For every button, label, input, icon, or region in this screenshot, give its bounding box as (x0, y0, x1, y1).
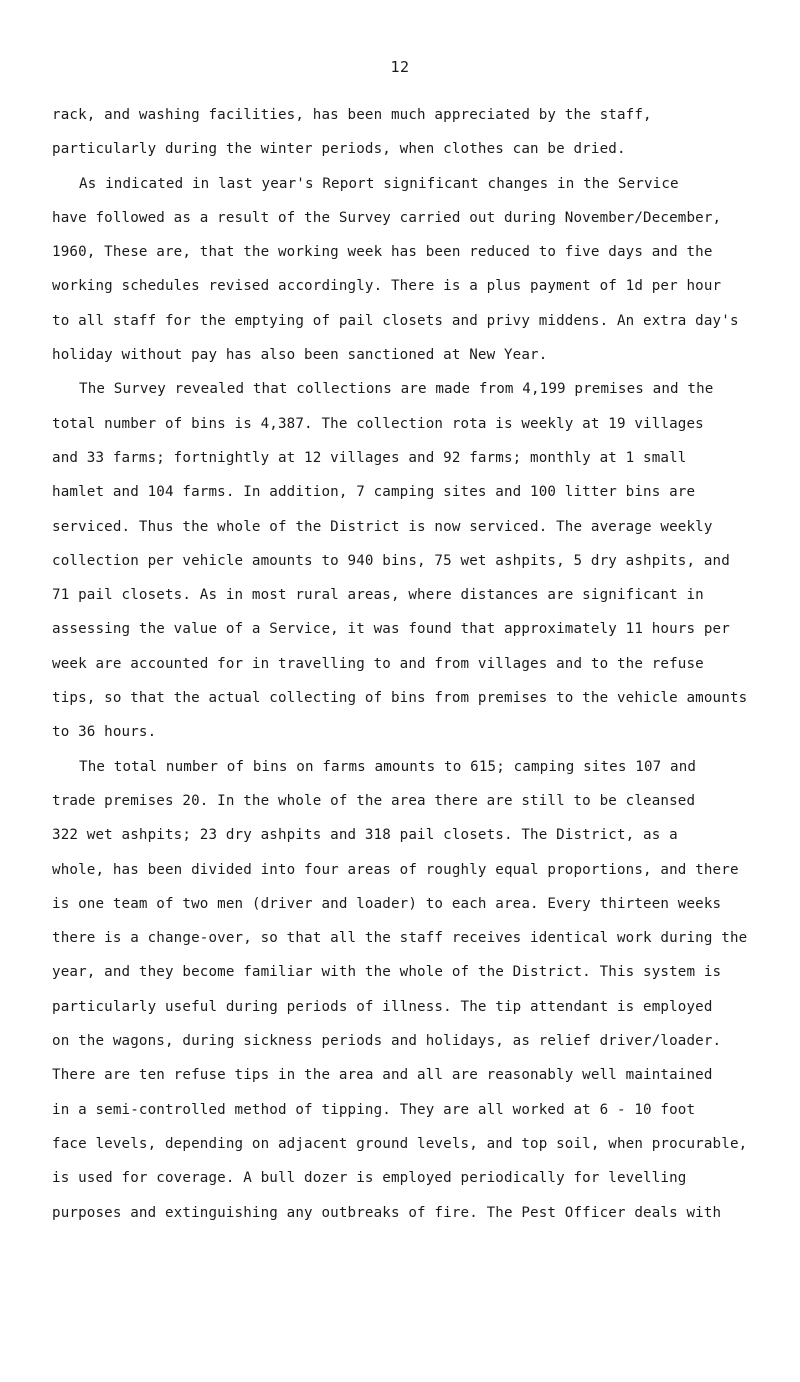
text-line: year, and they become familiar with the whole of the District. This system is (52, 964, 722, 981)
text-line: 71 pail closets. As in most rural areas, where distances are significant in (52, 587, 704, 604)
text-line: holiday without pay has also been sanctioned at New Year. (52, 347, 548, 364)
text-line: particularly during the winter periods, when clothes can be dried. (52, 141, 626, 158)
text-line: As indicated in last year's Report significant changes in the Service (79, 175, 679, 192)
text-line: have followed as a result of the Survey carried out during November/December, (52, 209, 722, 226)
text-line: and 33 farms; fortnightly at 12 villages and 92 farms; monthly at 1 small (52, 449, 687, 466)
text-line: hamlet and 104 farms. In addition, 7 camping sites and 100 litter bins are (52, 484, 696, 501)
text-line: assessing the value of a Service, it was found that approximately 11 hours per (52, 621, 730, 638)
paragraph (52, 167, 782, 373)
text-line: is used for coverage. A bull dozer is employed periodically for levelling (52, 1170, 687, 1187)
text-line: working schedules revised accordingly. There is a plus payment of 1d per hour (52, 278, 722, 295)
text-line: there is a change-over, so that all the staff receives identical work during the (52, 930, 748, 947)
text-line: to 36 hours. (52, 724, 157, 741)
text-line: The Survey revealed that collections are made from 4,199 premises and the (79, 381, 714, 398)
text-line: 322 wet ashpits; 23 dry ashpits and 318 pail closets. The District, as a (52, 827, 678, 844)
paragraph (52, 98, 782, 167)
paragraph (52, 750, 782, 1230)
paragraph (52, 372, 782, 749)
text-line: The total number of bins on farms amounts to 615; camping sites 107 and (79, 758, 697, 775)
text-line: There are ten refuse tips in the area and all are reasonably well maintained (52, 1067, 713, 1084)
text-line: rack, and washing facilities, has been much appreciated by the staff, (52, 107, 652, 123)
text-line: in a semi-controlled method of tipping. They are all worked at 6 - 10 foot (52, 1101, 696, 1118)
text-line: purposes and extinguishing any outbreaks of fire. The Pest Officer deals with (52, 1204, 722, 1221)
text-line: trade premises 20. In the whole of the area there are still to be cleansed (52, 792, 696, 809)
text-line: whole, has been divided into four areas of roughly equal proportions, and there (52, 861, 739, 878)
text-line: collection per vehicle amounts to 940 bins, 75 wet ashpits, 5 dry ashpits, and (52, 552, 730, 569)
text-line: week are accounted for in travelling to and from villages and to the refuse (52, 655, 704, 672)
page-number: 12 (390, 58, 410, 76)
text-line: particularly useful during periods of illness. The tip attendant is employed (52, 998, 713, 1015)
text-line: tips, so that the actual collecting of bins from premises to the vehicle amounts (52, 690, 748, 707)
document-body (52, 98, 782, 1230)
text-line: face levels, depending on adjacent ground levels, and top soil, when procurable, (52, 1135, 748, 1152)
text-line: serviced. Thus the whole of the District is now serviced. The average weekly (52, 518, 713, 535)
text-line: is one team of two men (driver and loader) to each area. Every thirteen weeks (52, 895, 722, 912)
text-line: total number of bins is 4,387. The collection rota is weekly at 19 villages (52, 415, 704, 432)
text-line: on the wagons, during sickness periods and holidays, as relief driver/loader. (52, 1033, 722, 1050)
text-line: to all staff for the emptying of pail closets and privy middens. An extra day's (52, 312, 739, 329)
text-line: 1960, These are, that the working week has been reduced to five days and the (52, 244, 713, 261)
